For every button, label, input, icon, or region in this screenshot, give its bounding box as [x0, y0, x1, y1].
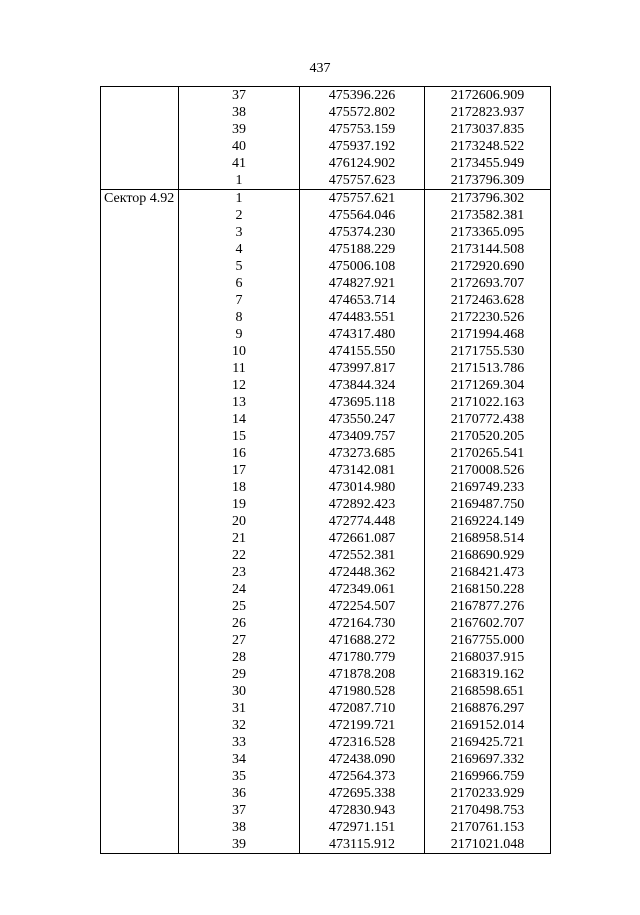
point-number-cell: 10 [179, 343, 300, 360]
sector-cell [101, 513, 179, 530]
sector-cell [101, 258, 179, 275]
table-row [101, 632, 551, 649]
table-row [101, 717, 551, 734]
point-number-cell: 27 [179, 632, 300, 649]
point-number-cell: 21 [179, 530, 300, 547]
table-row [101, 258, 551, 275]
table-row [101, 241, 551, 258]
point-number-cell: 22 [179, 547, 300, 564]
y-coordinate-cell: 2168876.297 [425, 700, 551, 717]
y-coordinate-cell: 2168958.514 [425, 530, 551, 547]
y-coordinate-cell: 2170265.541 [425, 445, 551, 462]
y-coordinate-cell: 2168690.929 [425, 547, 551, 564]
x-coordinate-cell: 473409.757 [300, 428, 425, 445]
y-coordinate-cell: 2170498.753 [425, 802, 551, 819]
y-coordinate-cell: 2168598.651 [425, 683, 551, 700]
table-row [101, 411, 551, 428]
point-number-cell: 11 [179, 360, 300, 377]
table-row [101, 734, 551, 751]
point-number-cell: 20 [179, 513, 300, 530]
point-number-cell: 37 [179, 87, 300, 105]
y-coordinate-cell: 2169487.750 [425, 496, 551, 513]
sector-cell [101, 292, 179, 309]
table-row [101, 649, 551, 666]
table-row [101, 360, 551, 377]
sector-cell [101, 836, 179, 854]
sector-cell [101, 394, 179, 411]
x-coordinate-cell: 473844.324 [300, 377, 425, 394]
x-coordinate-cell: 471878.208 [300, 666, 425, 683]
sector-cell [101, 632, 179, 649]
x-coordinate-cell: 472164.730 [300, 615, 425, 632]
table-row [101, 479, 551, 496]
point-number-cell: 37 [179, 802, 300, 819]
sector-cell [101, 700, 179, 717]
sector-cell [101, 768, 179, 785]
sector-cell [101, 138, 179, 155]
y-coordinate-cell: 2172463.628 [425, 292, 551, 309]
sector-cell [101, 683, 179, 700]
table-row [101, 394, 551, 411]
point-number-cell: 15 [179, 428, 300, 445]
sector-cell [101, 207, 179, 224]
x-coordinate-cell: 471980.528 [300, 683, 425, 700]
x-coordinate-cell: 472661.087 [300, 530, 425, 547]
sector-cell [101, 309, 179, 326]
y-coordinate-cell: 2167602.707 [425, 615, 551, 632]
x-coordinate-cell: 476124.902 [300, 155, 425, 172]
x-coordinate-cell: 473695.118 [300, 394, 425, 411]
x-coordinate-cell: 475396.226 [300, 87, 425, 105]
sector-cell [101, 121, 179, 138]
point-number-cell: 32 [179, 717, 300, 734]
sector-cell [101, 172, 179, 190]
table-row [101, 309, 551, 326]
y-coordinate-cell: 2171755.530 [425, 343, 551, 360]
y-coordinate-cell: 2170233.929 [425, 785, 551, 802]
x-coordinate-cell: 473115.912 [300, 836, 425, 854]
table-row [101, 802, 551, 819]
x-coordinate-cell: 472971.151 [300, 819, 425, 836]
table-row [101, 683, 551, 700]
point-number-cell: 25 [179, 598, 300, 615]
y-coordinate-cell: 2167877.276 [425, 598, 551, 615]
x-coordinate-cell: 475757.623 [300, 172, 425, 190]
point-number-cell: 5 [179, 258, 300, 275]
table-row [101, 768, 551, 785]
point-number-cell: 30 [179, 683, 300, 700]
x-coordinate-cell: 473273.685 [300, 445, 425, 462]
point-number-cell: 26 [179, 615, 300, 632]
sector-cell [101, 581, 179, 598]
y-coordinate-cell: 2169425.721 [425, 734, 551, 751]
sector-cell [101, 785, 179, 802]
x-coordinate-cell: 474317.480 [300, 326, 425, 343]
y-coordinate-cell: 2173144.508 [425, 241, 551, 258]
x-coordinate-cell: 471780.779 [300, 649, 425, 666]
x-coordinate-cell: 475757.621 [300, 190, 425, 208]
table-row [101, 564, 551, 581]
sector-cell [101, 802, 179, 819]
x-coordinate-cell: 473142.081 [300, 462, 425, 479]
y-coordinate-cell: 2173796.309 [425, 172, 551, 190]
table-row [101, 207, 551, 224]
point-number-cell: 38 [179, 819, 300, 836]
sector-cell [101, 564, 179, 581]
y-coordinate-cell: 2169224.149 [425, 513, 551, 530]
x-coordinate-cell: 472774.448 [300, 513, 425, 530]
point-number-cell: 33 [179, 734, 300, 751]
sector-cell [101, 530, 179, 547]
coordinates-table [100, 86, 551, 854]
point-number-cell: 23 [179, 564, 300, 581]
y-coordinate-cell: 2171021.048 [425, 836, 551, 854]
point-number-cell: 31 [179, 700, 300, 717]
x-coordinate-cell: 471688.272 [300, 632, 425, 649]
point-number-cell: 14 [179, 411, 300, 428]
table-row [101, 598, 551, 615]
table-row [101, 530, 551, 547]
x-coordinate-cell: 475006.108 [300, 258, 425, 275]
table-row [101, 104, 551, 121]
point-number-cell: 9 [179, 326, 300, 343]
sector-cell [101, 717, 179, 734]
y-coordinate-cell: 2171269.304 [425, 377, 551, 394]
table-row [101, 819, 551, 836]
y-coordinate-cell: 2168037.915 [425, 649, 551, 666]
sector-cell [101, 224, 179, 241]
point-number-cell: 28 [179, 649, 300, 666]
table-row [101, 428, 551, 445]
point-number-cell: 38 [179, 104, 300, 121]
table-row [101, 224, 551, 241]
sector-cell [101, 496, 179, 513]
x-coordinate-cell: 472254.507 [300, 598, 425, 615]
sector-cell [101, 615, 179, 632]
y-coordinate-cell: 2173582.381 [425, 207, 551, 224]
point-number-cell: 6 [179, 275, 300, 292]
y-coordinate-cell: 2167755.000 [425, 632, 551, 649]
y-coordinate-cell: 2168150.228 [425, 581, 551, 598]
y-coordinate-cell: 2169749.233 [425, 479, 551, 496]
x-coordinate-cell: 475188.229 [300, 241, 425, 258]
x-coordinate-cell: 472316.528 [300, 734, 425, 751]
table-row [101, 836, 551, 854]
sector-cell [101, 462, 179, 479]
table-row [101, 547, 551, 564]
table-row [101, 666, 551, 683]
point-number-cell: 13 [179, 394, 300, 411]
y-coordinate-cell: 2172920.690 [425, 258, 551, 275]
sector-cell [101, 411, 179, 428]
x-coordinate-cell: 472448.362 [300, 564, 425, 581]
y-coordinate-cell: 2170008.526 [425, 462, 551, 479]
point-number-cell: 19 [179, 496, 300, 513]
x-coordinate-cell: 472199.721 [300, 717, 425, 734]
point-number-cell: 17 [179, 462, 300, 479]
table-row [101, 343, 551, 360]
table-row [101, 292, 551, 309]
sector-cell [101, 377, 179, 394]
point-number-cell: 7 [179, 292, 300, 309]
point-number-cell: 12 [179, 377, 300, 394]
y-coordinate-cell: 2168421.473 [425, 564, 551, 581]
y-coordinate-cell: 2170772.438 [425, 411, 551, 428]
coordinates-table-body [101, 87, 551, 854]
sector-cell [101, 87, 179, 105]
table-row [101, 275, 551, 292]
table-row [101, 121, 551, 138]
point-number-cell: 16 [179, 445, 300, 462]
y-coordinate-cell: 2172230.526 [425, 309, 551, 326]
table-row [101, 138, 551, 155]
sector-cell [101, 547, 179, 564]
y-coordinate-cell: 2170761.153 [425, 819, 551, 836]
x-coordinate-cell: 472087.710 [300, 700, 425, 717]
sector-cell [101, 666, 179, 683]
point-number-cell: 29 [179, 666, 300, 683]
x-coordinate-cell: 475564.046 [300, 207, 425, 224]
x-coordinate-cell: 472830.943 [300, 802, 425, 819]
x-coordinate-cell: 473014.980 [300, 479, 425, 496]
table-row [101, 615, 551, 632]
table-row [101, 190, 551, 208]
table-row [101, 496, 551, 513]
sector-cell [101, 734, 179, 751]
point-number-cell: 1 [179, 172, 300, 190]
point-number-cell: 2 [179, 207, 300, 224]
point-number-cell: 36 [179, 785, 300, 802]
table-row [101, 513, 551, 530]
sector-cell [101, 479, 179, 496]
sector-cell [101, 241, 179, 258]
x-coordinate-cell: 474483.551 [300, 309, 425, 326]
y-coordinate-cell: 2173455.949 [425, 155, 551, 172]
x-coordinate-cell: 474155.550 [300, 343, 425, 360]
point-number-cell: 18 [179, 479, 300, 496]
y-coordinate-cell: 2172606.909 [425, 87, 551, 105]
point-number-cell: 4 [179, 241, 300, 258]
table-row [101, 700, 551, 717]
x-coordinate-cell: 474827.921 [300, 275, 425, 292]
x-coordinate-cell: 472892.423 [300, 496, 425, 513]
sector-cell [101, 445, 179, 462]
y-coordinate-cell: 2171022.163 [425, 394, 551, 411]
table-row [101, 445, 551, 462]
table-row [101, 87, 551, 105]
sector-cell [101, 326, 179, 343]
x-coordinate-cell: 472438.090 [300, 751, 425, 768]
table-row [101, 785, 551, 802]
table-row [101, 751, 551, 768]
x-coordinate-cell: 472349.061 [300, 581, 425, 598]
point-number-cell: 34 [179, 751, 300, 768]
y-coordinate-cell: 2173796.302 [425, 190, 551, 208]
sector-cell [101, 819, 179, 836]
sector-cell [101, 649, 179, 666]
x-coordinate-cell: 475572.802 [300, 104, 425, 121]
sector-cell [101, 751, 179, 768]
x-coordinate-cell: 475753.159 [300, 121, 425, 138]
sector-cell [101, 104, 179, 121]
y-coordinate-cell: 2172693.707 [425, 275, 551, 292]
point-number-cell: 39 [179, 836, 300, 854]
y-coordinate-cell: 2168319.162 [425, 666, 551, 683]
y-coordinate-cell: 2170520.205 [425, 428, 551, 445]
sector-cell [101, 360, 179, 377]
x-coordinate-cell: 472695.338 [300, 785, 425, 802]
x-coordinate-cell: 474653.714 [300, 292, 425, 309]
table-row [101, 172, 551, 190]
point-number-cell: 8 [179, 309, 300, 326]
y-coordinate-cell: 2173037.835 [425, 121, 551, 138]
y-coordinate-cell: 2172823.937 [425, 104, 551, 121]
table-row [101, 462, 551, 479]
table-row [101, 581, 551, 598]
point-number-cell: 24 [179, 581, 300, 598]
y-coordinate-cell: 2173248.522 [425, 138, 551, 155]
sector-cell [101, 155, 179, 172]
point-number-cell: 41 [179, 155, 300, 172]
page-number: 437 [309, 61, 331, 76]
point-number-cell: 40 [179, 138, 300, 155]
sector-cell: Сектор 4.92 [101, 190, 179, 208]
y-coordinate-cell: 2171994.468 [425, 326, 551, 343]
point-number-cell: 3 [179, 224, 300, 241]
y-coordinate-cell: 2169966.759 [425, 768, 551, 785]
sector-cell [101, 598, 179, 615]
y-coordinate-cell: 2169697.332 [425, 751, 551, 768]
y-coordinate-cell: 2171513.786 [425, 360, 551, 377]
point-number-cell: 1 [179, 190, 300, 208]
table-row [101, 377, 551, 394]
sector-cell [101, 343, 179, 360]
x-coordinate-cell: 473997.817 [300, 360, 425, 377]
x-coordinate-cell: 475374.230 [300, 224, 425, 241]
x-coordinate-cell: 472552.381 [300, 547, 425, 564]
table-row [101, 155, 551, 172]
x-coordinate-cell: 475937.192 [300, 138, 425, 155]
table-row [101, 326, 551, 343]
point-number-cell: 39 [179, 121, 300, 138]
sector-cell [101, 428, 179, 445]
x-coordinate-cell: 473550.247 [300, 411, 425, 428]
x-coordinate-cell: 472564.373 [300, 768, 425, 785]
y-coordinate-cell: 2173365.095 [425, 224, 551, 241]
point-number-cell: 35 [179, 768, 300, 785]
sector-cell [101, 275, 179, 292]
y-coordinate-cell: 2169152.014 [425, 717, 551, 734]
